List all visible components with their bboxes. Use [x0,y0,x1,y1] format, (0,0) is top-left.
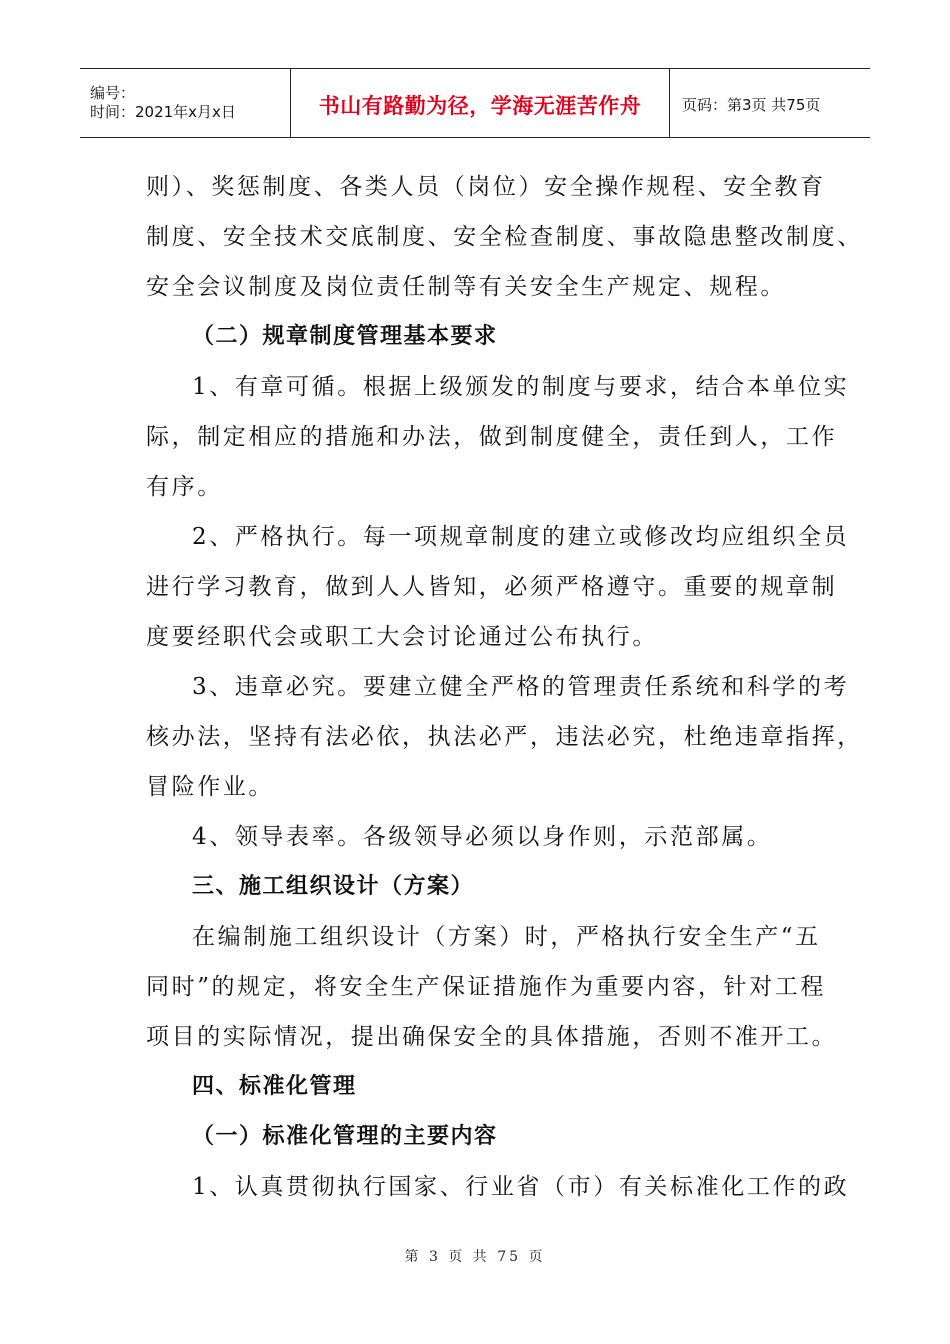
body-text-line: 4、领导表率。各级领导必须以身作则，示范部属。 [192,824,773,850]
body-text-line: 安全会议制度及岗位责任制等有关安全生产规定、规程。 [146,274,786,300]
body-text-line: 项目的实际情况，提出确保安全的具体措施，否则不准开工。 [146,1024,838,1050]
page-header [80,68,870,138]
section-heading: 三、施工组织设计（方案） [192,874,475,899]
header-motto-cell [290,69,670,137]
header-motto: 书山有路勤为径，学海无涯苦作舟 [318,94,642,118]
page-footer: 第 3 页 共 75 页 [404,1249,546,1265]
body-text-line: 际，制定相应的措施和办法，做到制度健全，责任到人，工作 [146,424,838,450]
section-heading: 四、标准化管理 [192,1074,357,1099]
header-page-info-cell [670,69,870,137]
body-text-line: 3、违章必究。要建立健全严格的管理责任系统和科学的考 [192,674,850,700]
serial-label: 编号： [90,84,136,102]
document-body [146,162,863,1212]
header-meta [80,69,290,137]
body-text-line: 在编制施工组织设计（方案）时，严格执行安全生产“五 [192,924,821,950]
body-text-line: 核办法，坚持有法必依，执法必严，违法必究，杜绝违章指挥， [146,724,863,750]
body-text-line: 则）、奖惩制度、各类人员（岗位）安全操作规程、安全教育 [146,174,826,200]
body-text-line: 冒险作业。 [146,774,274,800]
body-text-line: 同时”的规定，将安全生产保证措施作为重要内容，针对工程 [146,974,826,1000]
body-text-line: 1、有章可循。根据上级颁发的制度与要求，结合本单位实 [192,374,850,400]
body-text-line: 度要经职代会或职工大会讨论通过公布执行。 [146,624,658,650]
section-heading: （二）规章制度管理基本要求 [192,324,498,349]
time-label: 时间：2021年x月x日 [90,103,236,121]
section-heading: （一）标准化管理的主要内容 [192,1124,498,1149]
body-text-line: 2、严格执行。每一项规章制度的建立或修改均应组织全员 [192,524,850,550]
body-text-line: 制度、安全技术交底制度、安全检查制度、事故隐患整改制度、 [146,224,863,250]
body-text-line: 1、认真贯彻执行国家、行业省（市）有关标准化工作的政 [192,1174,850,1200]
body-text-line: 有序。 [146,474,223,500]
header-page-info: 页码：第3页 共75页 [682,95,821,114]
body-text-line: 进行学习教育，做到人人皆知，必须严格遵守。重要的规章制 [146,574,838,600]
